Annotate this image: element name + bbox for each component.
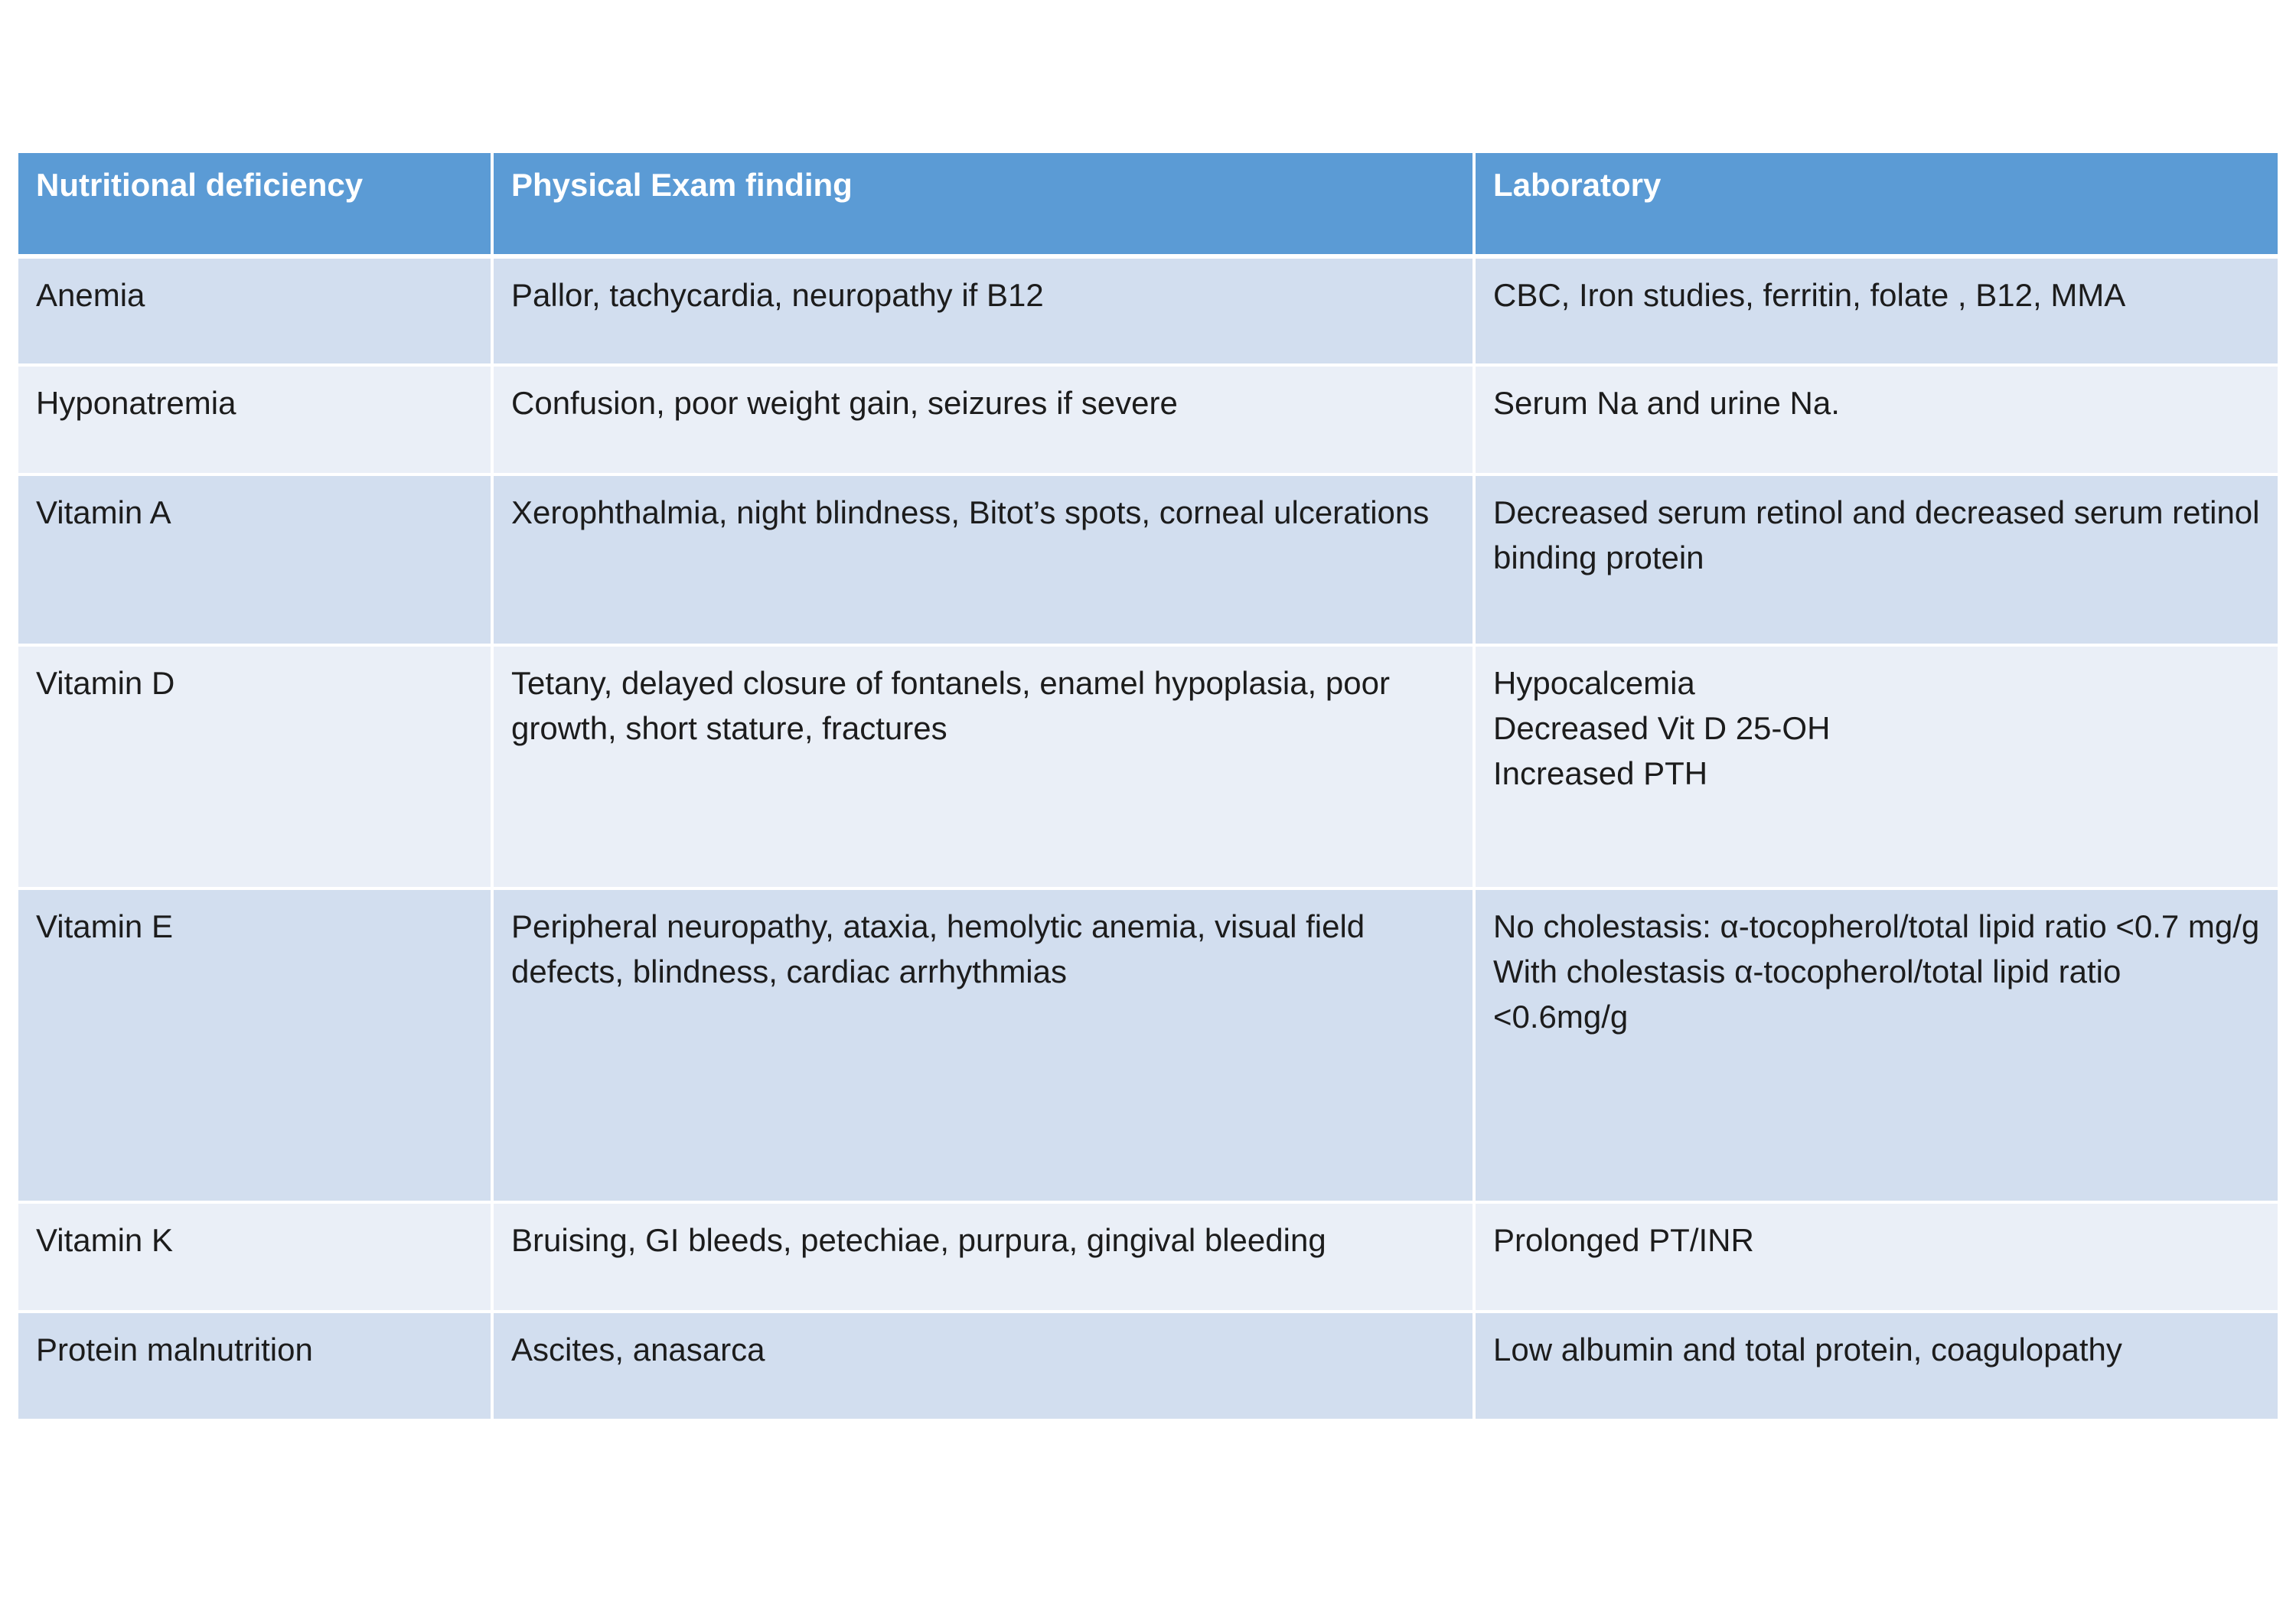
exam-cell: Bruising, GI bleeds, petechiae, purpura, gingival bleeding [492, 1202, 1474, 1312]
lab-line: Hypocalcemia [1493, 665, 1695, 701]
lab-cell [1474, 474, 2278, 645]
lab-cell [1474, 256, 2278, 365]
lab-line: Low albumin and total protein, coagulopathy [1493, 1332, 2122, 1367]
table-row [18, 645, 2278, 888]
deficiency-cell: Anemia [18, 256, 492, 365]
lab-cell [1474, 1202, 2278, 1312]
exam-cell: Confusion, poor weight gain, seizures if severe [492, 365, 1474, 474]
lab-cell [1474, 365, 2278, 474]
table-row [18, 1202, 2278, 1312]
exam-cell: Ascites, anasarca [492, 1312, 1474, 1420]
lab-line: Increased PTH [1493, 755, 1708, 791]
lab-cell [1474, 1312, 2278, 1420]
lab-line: With cholestasis α-tocopherol/total lipid ratio <0.6mg/g [1493, 953, 2122, 1035]
table-row [18, 256, 2278, 365]
table-row [18, 474, 2278, 645]
deficiency-cell: Hyponatremia [18, 365, 492, 474]
nutritional-deficiency-table [18, 153, 2278, 1422]
lab-line: Serum Na and urine Na. [1493, 385, 1840, 421]
deficiency-cell: Vitamin E [18, 888, 492, 1202]
deficiency-cell: Protein malnutrition [18, 1312, 492, 1420]
table-row [18, 888, 2278, 1202]
deficiency-cell: Vitamin D [18, 645, 492, 888]
header-cell-deficiency: Nutritional deficiency [18, 153, 492, 256]
exam-cell: Pallor, tachycardia, neuropathy if B12 [492, 256, 1474, 365]
table-row [18, 365, 2278, 474]
lab-line: CBC, Iron studies, ferritin, folate , B12, MMA [1493, 277, 2126, 313]
lab-line: Decreased Vit D 25-OH [1493, 710, 1831, 746]
deficiency-cell: Vitamin K [18, 1202, 492, 1312]
deficiency-cell: Vitamin A [18, 474, 492, 645]
exam-cell: Xerophthalmia, night blindness, Bitot’s spots, corneal ulcerations [492, 474, 1474, 645]
table-row [18, 1312, 2278, 1420]
lab-line: Decreased serum retinol and decreased serum retinol binding protein [1493, 494, 2260, 575]
exam-cell: Peripheral neuropathy, ataxia, hemolytic anemia, visual field defects, blindness, cardiac arrhythmias [492, 888, 1474, 1202]
lab-line: No cholestasis: α-tocopherol/total lipid ratio <0.7 mg/g [1493, 908, 2260, 944]
header-row [18, 153, 2278, 256]
table-container [18, 153, 2278, 1422]
lab-line: Prolonged PT/INR [1493, 1222, 1754, 1258]
lab-cell [1474, 645, 2278, 888]
header-cell-laboratory: Laboratory [1474, 153, 2278, 256]
lab-cell [1474, 888, 2278, 1202]
exam-cell: Tetany, delayed closure of fontanels, enamel hypoplasia, poor growth, short stature, fractures [492, 645, 1474, 888]
header-cell-exam: Physical Exam finding [492, 153, 1474, 256]
